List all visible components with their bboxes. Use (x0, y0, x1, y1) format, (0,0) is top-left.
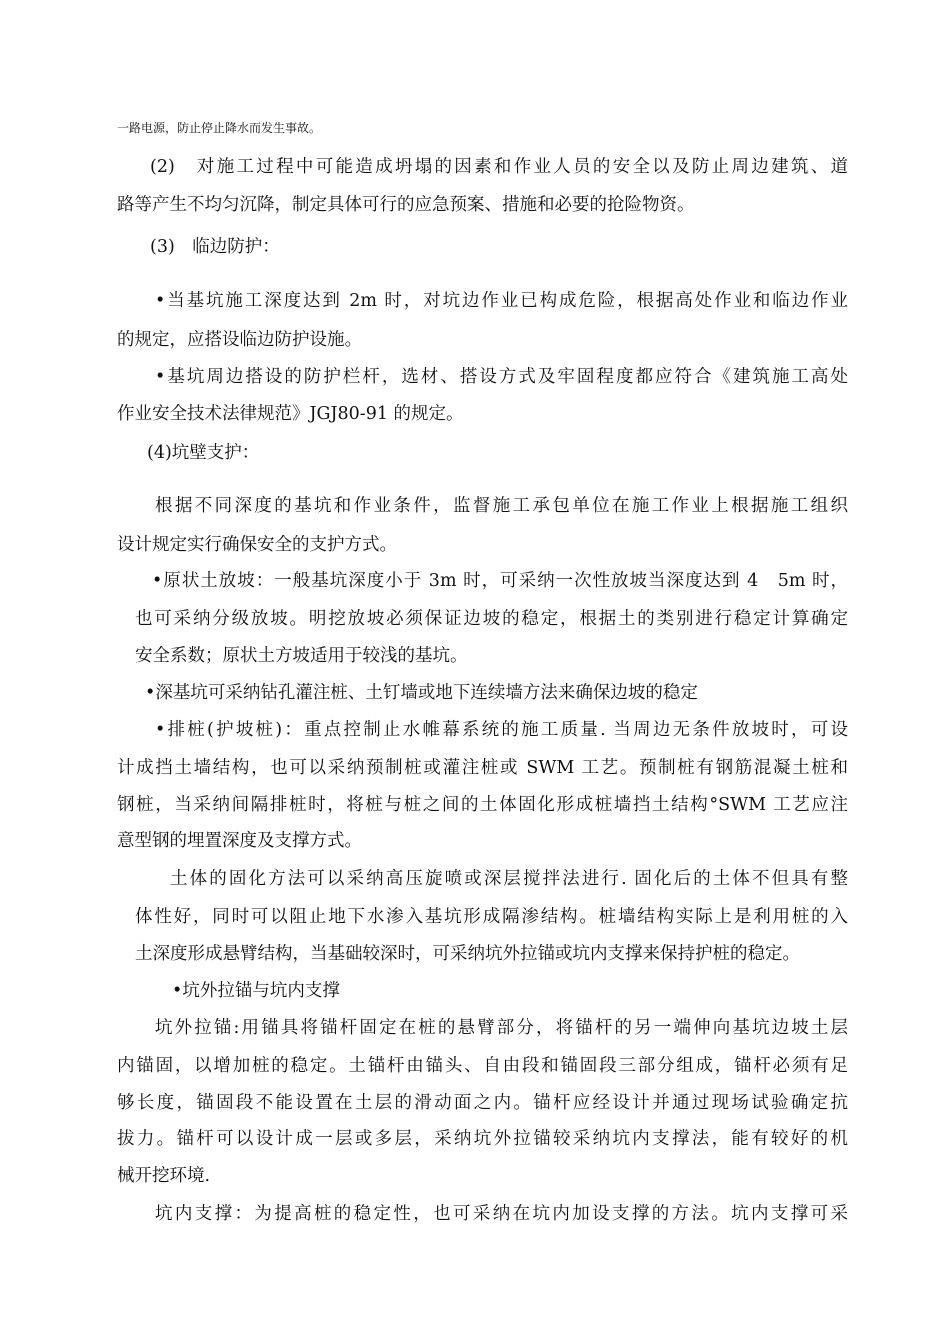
text-line: •排桩(护坡桩)：重点控制止水帷幕系统的施工质量. 当周边无条件放坡时，可设 (155, 720, 848, 740)
text-line: 内锚固，以增加桩的稳定。土锚杆由锚头、自由段和锚固段三部分组成，锚杆必须有足 (117, 1056, 848, 1076)
text-line: 的规定，应搭设临边防护设施。 (117, 330, 362, 350)
text-line: 意型钢的埋置深度及支撑方式。 (117, 831, 362, 851)
text-line: 作业安全技术法律规范》JGJ80-91 的规定。 (117, 404, 464, 424)
text-line: •基坑周边搭设的防护栏杆，选材、搭设方式及牢固程度都应符合《建筑施工高处 (155, 367, 848, 387)
text-line: 一路电源，防止停止降水而发生事故。 (117, 121, 322, 135)
text-line: 够长度，锚固段不能设置在土层的滑动面之内。锚杆应经设计并通过现场试验确定抗 (117, 1093, 848, 1113)
text-line: 土体的固化方法可以采纳高压旋喷或深层搅拌法进行. 固化后的土体不但具有整 (170, 869, 848, 889)
text-line: (3) 临边防护： (150, 237, 280, 257)
text-line: •坑外拉锚与坑内支撑 (172, 981, 340, 1001)
text-line: 坑内支撑：为提高桩的稳定性，也可采纳在坑内加设支撑的方法。坑内支撑可采 (155, 1204, 848, 1224)
text-line: 路等产生不均匀沉降，制定具体可行的应急预案、措施和必要的抢险物资。 (117, 195, 695, 215)
text-line: 根据不同深度的基坑和作业条件，监督施工承包单位在施工作业上根据施工组织 (155, 496, 848, 516)
text-line: 拔力。锚杆可以设计成一层或多层，采纳坑外拉锚较采纳坑内支撑法，能有较好的机 (117, 1129, 848, 1149)
text-line: (4)坑壁支护： (147, 443, 260, 463)
text-line: 也可采纳分级放坡。明挖放坡必须保证边坡的稳定，根据土的类别进行稳定计算确定 (135, 609, 848, 629)
text-line: 计成挡土墙结构，也可以采纳预制桩或灌注桩或 SWM 工艺。预制桩有钢筋混凝土桩和 (117, 758, 848, 778)
text-line: •深基坑可采纳钻孔灌注桩、土钉墙或地下连续墙方法来确保边坡的稳定 (145, 683, 698, 703)
text-line: 设计规定实行确保安全的支护方式。 (117, 535, 397, 555)
text-line: 体性好，同时可以阻止地下水渗入基坑形成隔渗结构。桩墙结构实际上是利用桩的入 (135, 907, 848, 927)
text-line: 钢桩，当采纳间隔排桩时，将桩与桩之间的土体固化形成桩墙挡土结构°SWM 工艺应注 (117, 795, 848, 815)
text-line: •当基坑施工深度达到 2m 时，对坑边作业已构成危险，根据高处作业和临边作业 (155, 291, 848, 311)
text-line: 械开挖环境. (117, 1166, 211, 1186)
text-line: •原状土放坡：一般基坑深度小于 3m 时，可采纳一次性放坡当深度达到 4 5m 时， (152, 571, 848, 591)
text-line: (2) 对施工过程中可能造成坍塌的因素和作业人员的安全以及防止周边建筑、道 (150, 157, 848, 177)
text-line: 安全系数；原状土方坡适用于较浅的基坑。 (135, 646, 468, 666)
text-line: 土深度形成悬臂结构，当基础较深时，可采纳坑外拉锚或坑内支撑来保持护桩的稳定。 (135, 944, 800, 964)
text-line: 坑外拉锚:用锚具将锚杆固定在桩的悬臂部分，将锚杆的另一端伸向基坑边坡土层 (155, 1018, 848, 1038)
